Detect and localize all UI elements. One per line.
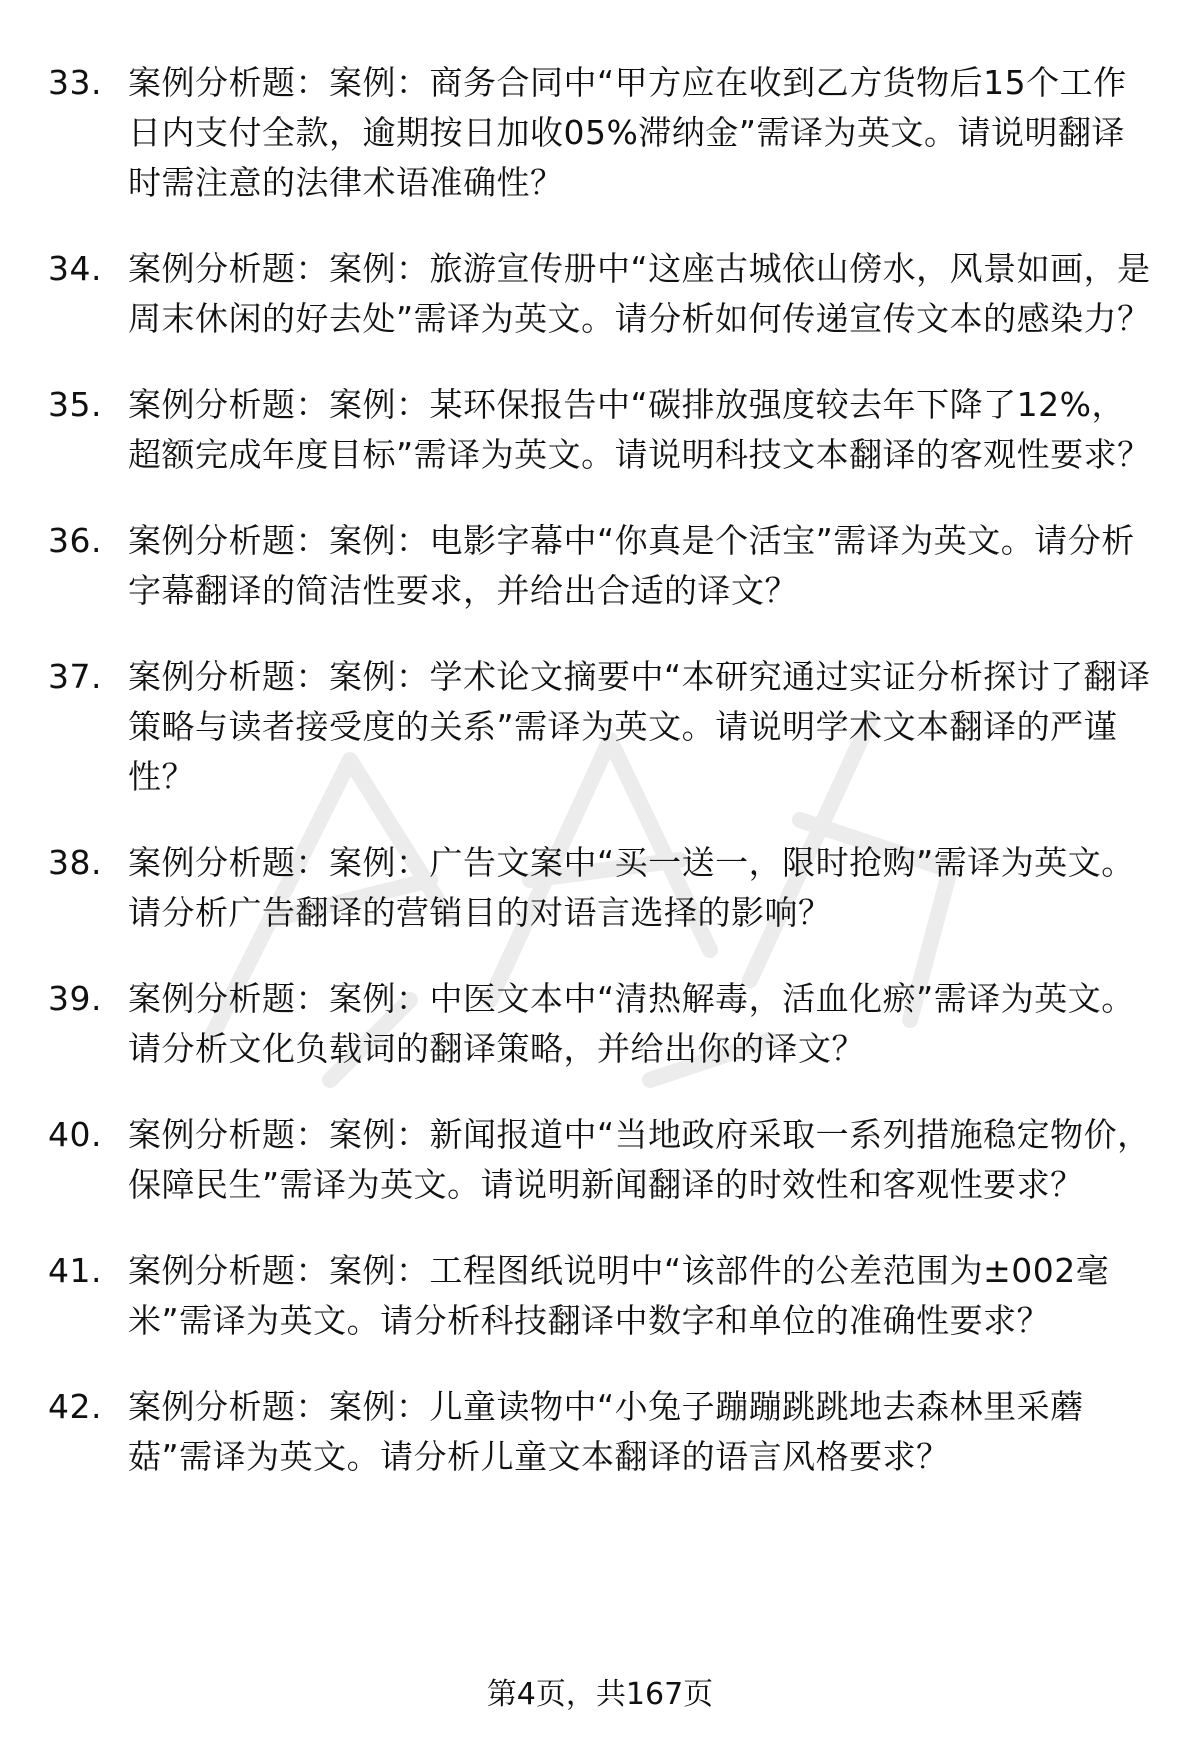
question-text: 案例分析题：案例：中医文本中“清热解毒，活血化瘀”需译为英文。请分析文化负载词的翻译策略，并给出你的译文？ [128, 979, 1135, 1068]
question-text: 案例分析题：案例：广告文案中“买一送一，限时抢购”需译为英文。请分析广告翻译的营销目的对语言选择的影响？ [128, 843, 1135, 932]
question-text: 案例分析题：案例：工程图纸说明中“该部件的公差范围为±002毫米”需译为英文。请分析科技翻译中数字和单位的准确性要求？ [128, 1251, 1110, 1340]
question-item [48, 244, 1158, 344]
question-number: 33. [48, 63, 102, 102]
question-text: 案例分析题：案例：电影字幕中“你真是个活宝”需译为英文。请分析字幕翻译的简洁性要求，并给出合适的译文？ [128, 521, 1135, 610]
page-footer: 第4页，共167页 [486, 1677, 714, 1712]
question-item [48, 380, 1158, 480]
question-number: 36. [48, 521, 102, 560]
question-text: 案例分析题：案例：新闻报道中“当地政府采取一系列措施稳定物价，保障民生”需译为英文。请说明新闻翻译的时效性和客观性要求？ [128, 1115, 1151, 1204]
question-number: 37. [48, 657, 102, 696]
question-text: 案例分析题：案例：学术论文摘要中“本研究通过实证分析探讨了翻译策略与读者接受度的关系”需译为英文。请说明学术文本翻译的严谨性？ [128, 657, 1151, 796]
question-list [48, 58, 1158, 1518]
question-item [48, 974, 1158, 1074]
question-number: 38. [48, 843, 102, 882]
question-item [48, 838, 1158, 938]
question-item [48, 516, 1158, 616]
question-number: 35. [48, 385, 102, 424]
question-number: 40. [48, 1115, 102, 1154]
question-item [48, 58, 1158, 208]
question-text: 案例分析题：案例：某环保报告中“碳排放强度较去年下降了12%，超额完成年度目标”需译为英文。请说明科技文本翻译的客观性要求？ [128, 385, 1151, 474]
question-text: 案例分析题：案例：儿童读物中“小兔子蹦蹦跳跳地去森林里采蘑菇”需译为英文。请分析儿童文本翻译的语言风格要求？ [128, 1387, 1084, 1476]
question-number: 34. [48, 249, 102, 288]
question-number: 42. [48, 1387, 102, 1426]
question-text: 案例分析题：案例：旅游宣传册中“这座古城依山傍水，风景如画，是周末休闲的好去处”需译为英文。请分析如何传递宣传文本的感染力？ [128, 249, 1151, 338]
question-item [48, 652, 1158, 802]
question-text: 案例分析题：案例：商务合同中“甲方应在收到乙方货物后15个工作日内支付全款，逾期按日加收05%滞纳金”需译为英文。请说明翻译时需注意的法律术语准确性？ [128, 63, 1127, 202]
question-number: 39. [48, 979, 102, 1018]
question-item [48, 1382, 1158, 1482]
question-item [48, 1110, 1158, 1210]
question-number: 41. [48, 1251, 102, 1290]
question-item [48, 1246, 1158, 1346]
